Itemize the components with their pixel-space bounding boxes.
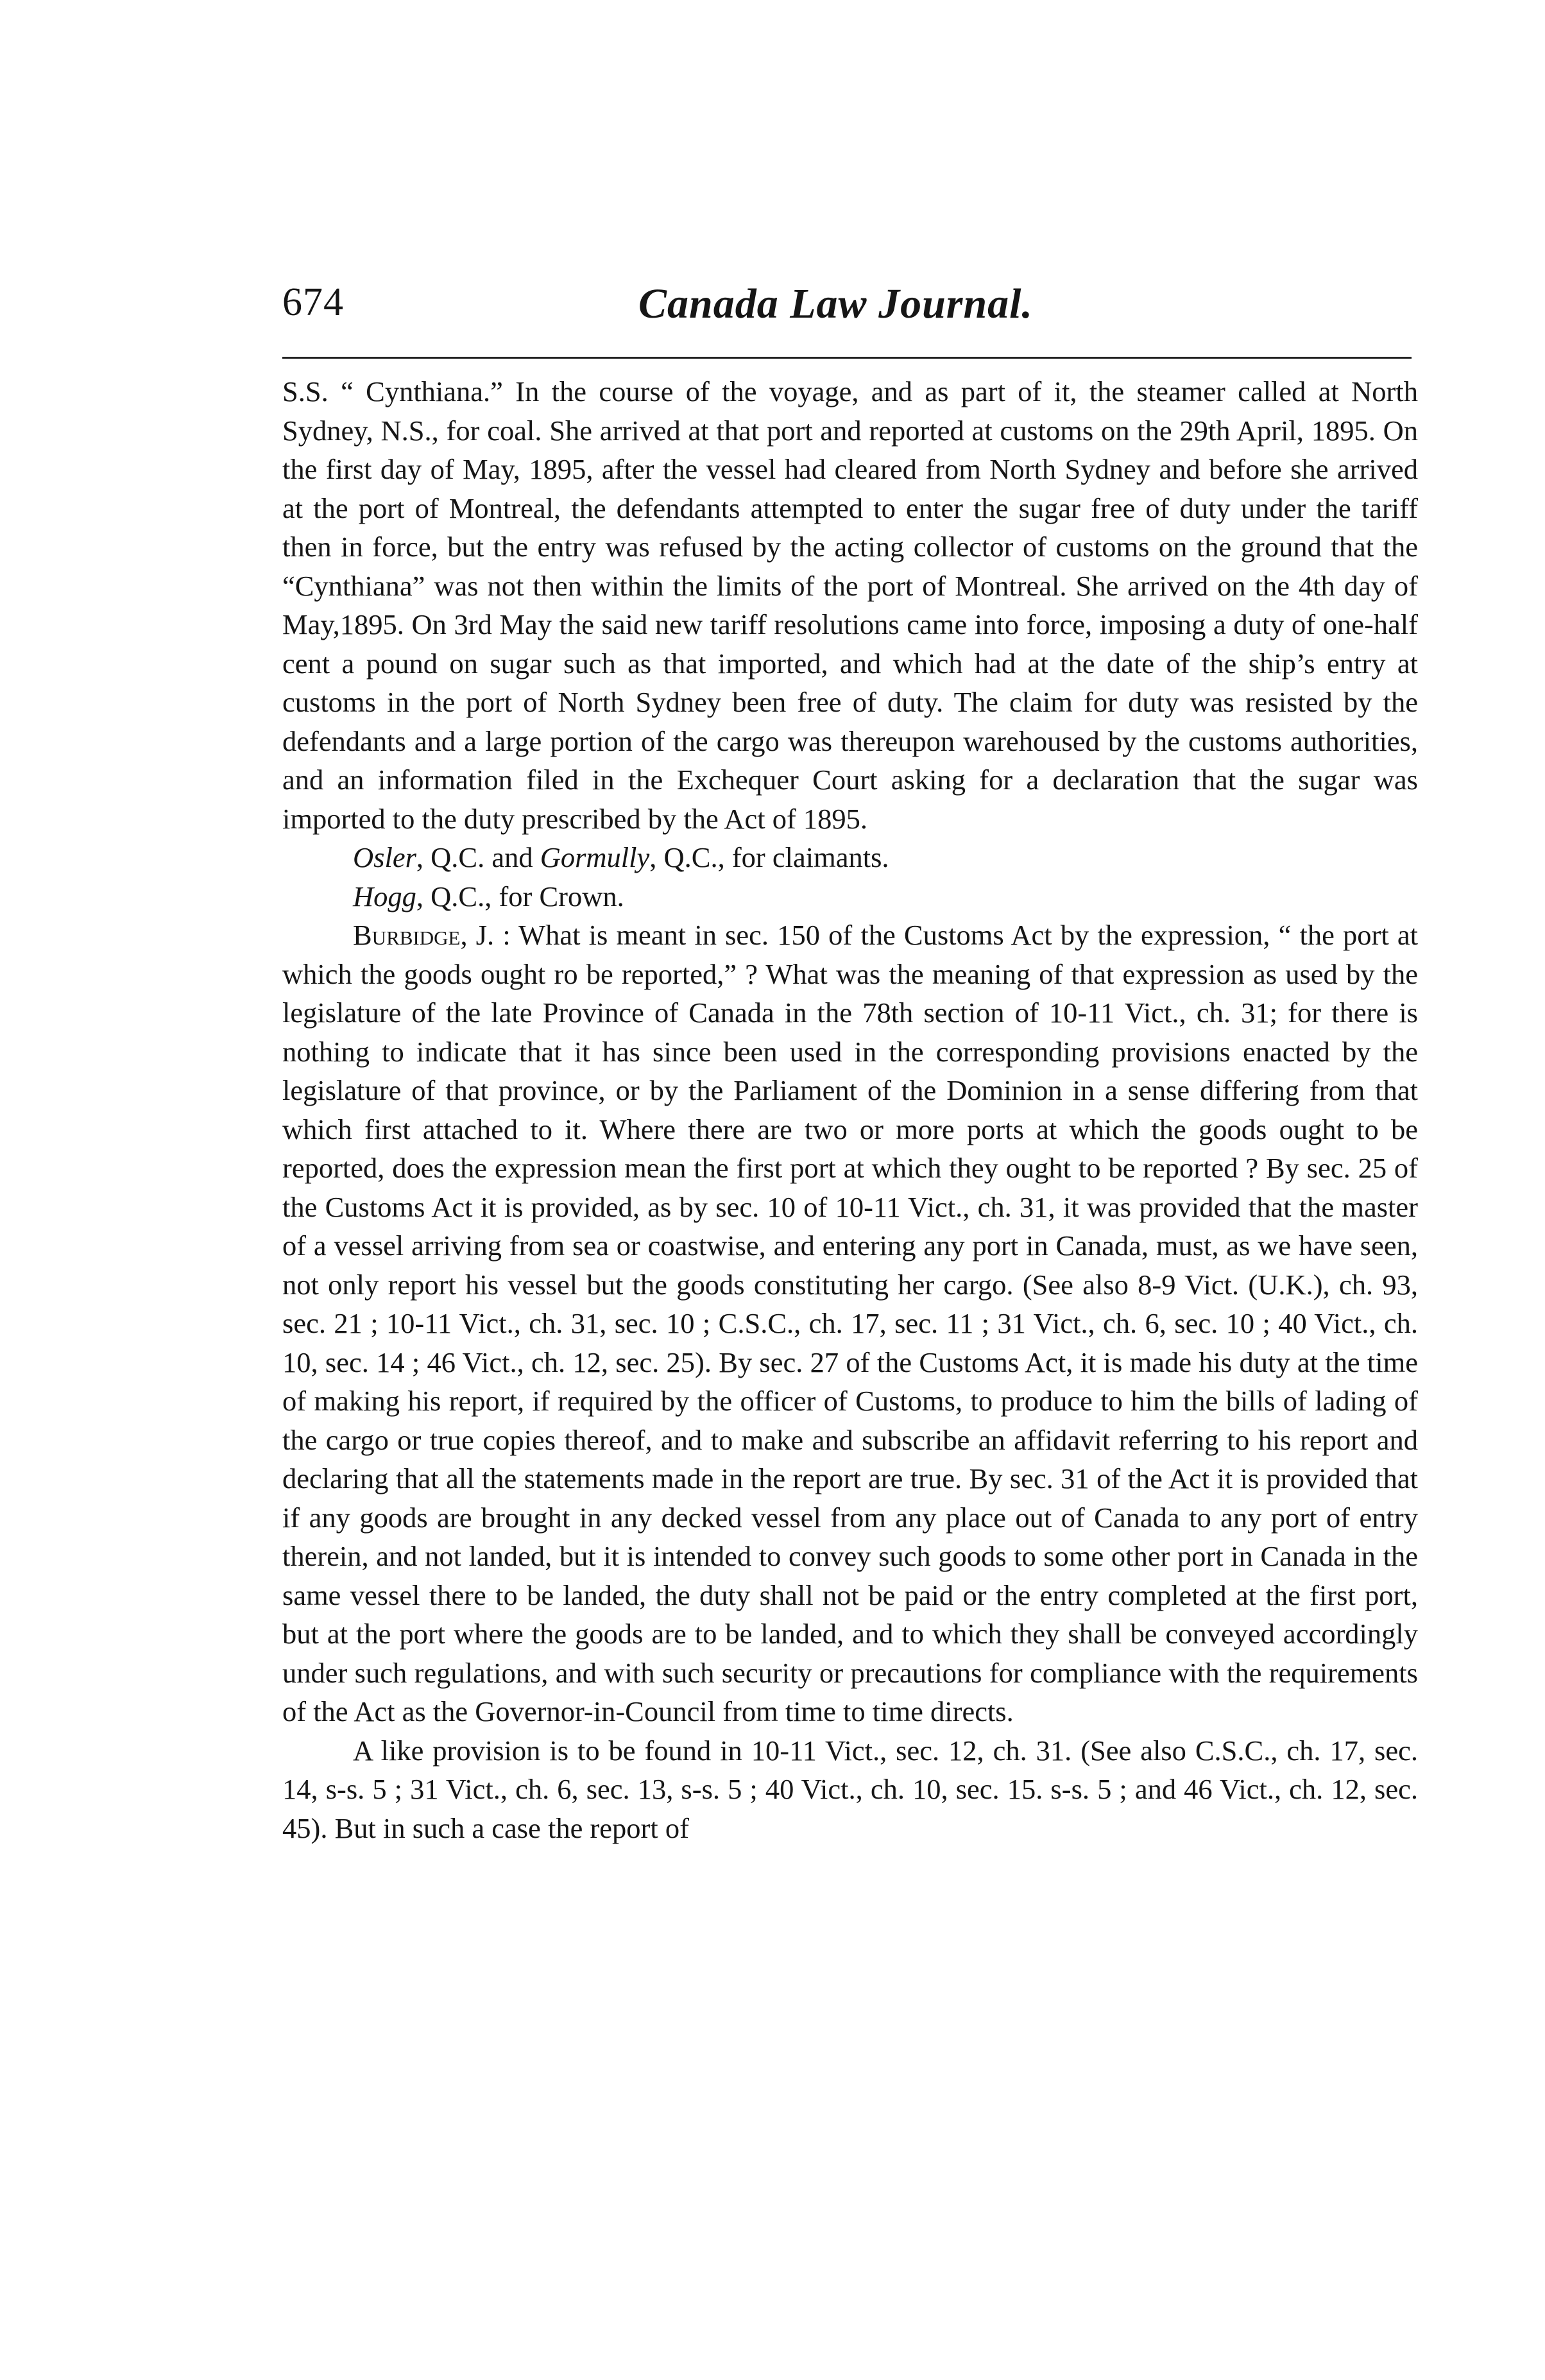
judge-name: Burbidge, J.	[353, 919, 495, 951]
body-text	[282, 372, 1418, 1847]
final-paragraph: A like provision is to be found in 10-11 Vict., sec. 12, ch. 31. (See also C.S.C., ch. 17, sec. 14, s-s. 5 ; 31 Vict., ch. 6, sec. 13, s-s. 5 ; 40 Vict., ch. 10, sec. 15. s-s. 5 ; and 46 Vict., ch. 12, sec. 45). But in such a case the report of	[282, 1734, 1418, 1844]
judgment-paragraph	[282, 916, 1418, 1731]
counsel-text: , Q.C. and	[416, 841, 540, 873]
counsel-name-osler: Osler	[353, 841, 416, 873]
counsel-claimants	[282, 838, 1418, 877]
counsel-name-gormully: Gormully	[540, 841, 650, 873]
counsel-text: , Q.C., for Crown.	[416, 880, 624, 912]
judgment-text: : What is meant in sec. 150 of the Customs Act by the expression, “ the port at which the goods ought ro be reported,” ? What was the meaning of that expression as used by the legislature of the late Province of Canada in the 78th section of 10-11 Vict., ch. 31; for there is nothing to indicate that it has since been used in the corresponding provisions enacted by the legislature of that province, or by the Parliament of the Dominion in a sense differing from that which first attached to it. Where there are two or more ports at which the goods ought to be reported, does the expression mean the first port at which they ought to be reported ? By sec. 25 of the Customs Act it is provided, as by sec. 10 of 10-11 Vict., ch. 31, it was provided that the master of a vessel arriving from sea or coastwise, and entering any port in Canada, must, as we have seen, not only report his vessel but the goods constituting her cargo. (See also 8-9 Vict. (U.K.), ch. 93, sec. 21 ; 10-11 Vict., ch. 31, sec. 10 ; C.S.C., ch. 17, sec. 11 ; 31 Vict., ch. 6, sec. 10 ; 40 Vict., ch. 10, sec. 14 ; 46 Vict., ch. 12, sec. 25). By sec. 27 of the Customs Act, it is made his duty at the time of making his report, if required by the officer of Customs, to produce to him the bills of lading of the cargo or true copies thereof, and to make and subscribe an affidavit referring to his report and declaring that all the statements made in the report are true. By sec. 31 of the Act it is provided that if any goods are brought in any decked vessel from any place out of Canada to any port of entry therein, and not landed, but it is intended to convey such goods to some other port in Canada in the same vessel there to be landed, the duty shall not be paid or the entry completed at the first port, but at the port where the goods are to be landed, and to which they shall be conveyed accordingly under such regulations, and with such security or precautions for compliance with the requirements of the Act as the Governor-in-Council from time to time directs.	[282, 919, 1418, 1727]
counsel-text: , Q.C., for claimants.	[649, 841, 889, 873]
page-number: 674	[282, 280, 344, 324]
running-title: Canada Law Journal.	[638, 280, 1033, 327]
page-header	[282, 280, 1405, 350]
header-rule	[282, 357, 1412, 359]
intro-paragraph: S.S. “ Cynthiana.” In the course of the voyage, and as part of it, the steamer called at North Sydney, N.S., for coal. She arrived at that port and reported at customs on the 29th April, 1895. On the first day of May, 1895, after the vessel had cleared from North Sydney and before she arrived at the port of Montreal, the defendants attempted to enter the sugar free of duty under the tariff then in force, but the entry was refused by the acting collector of customs on the ground that the “Cynthiana” was not then within the limits of the port of Montreal. She arrived on the 4th day of May,1895. On 3rd May the said new tariff resolutions came into force, imposing a duty of one-half cent a pound on sugar such as that imported, and which had at the date of the ship’s entry at customs in the port of North Sydney been free of duty. The claim for duty was resisted by the defendants and a large portion of the cargo was thereupon warehoused by the customs authorities, and an information filed in the Exchequer Court asking for a declaration that the sugar was imported to the duty prescribed by the Act of 1895.	[282, 375, 1418, 835]
counsel-name-hogg: Hogg	[353, 880, 416, 912]
counsel-crown	[282, 877, 1418, 916]
